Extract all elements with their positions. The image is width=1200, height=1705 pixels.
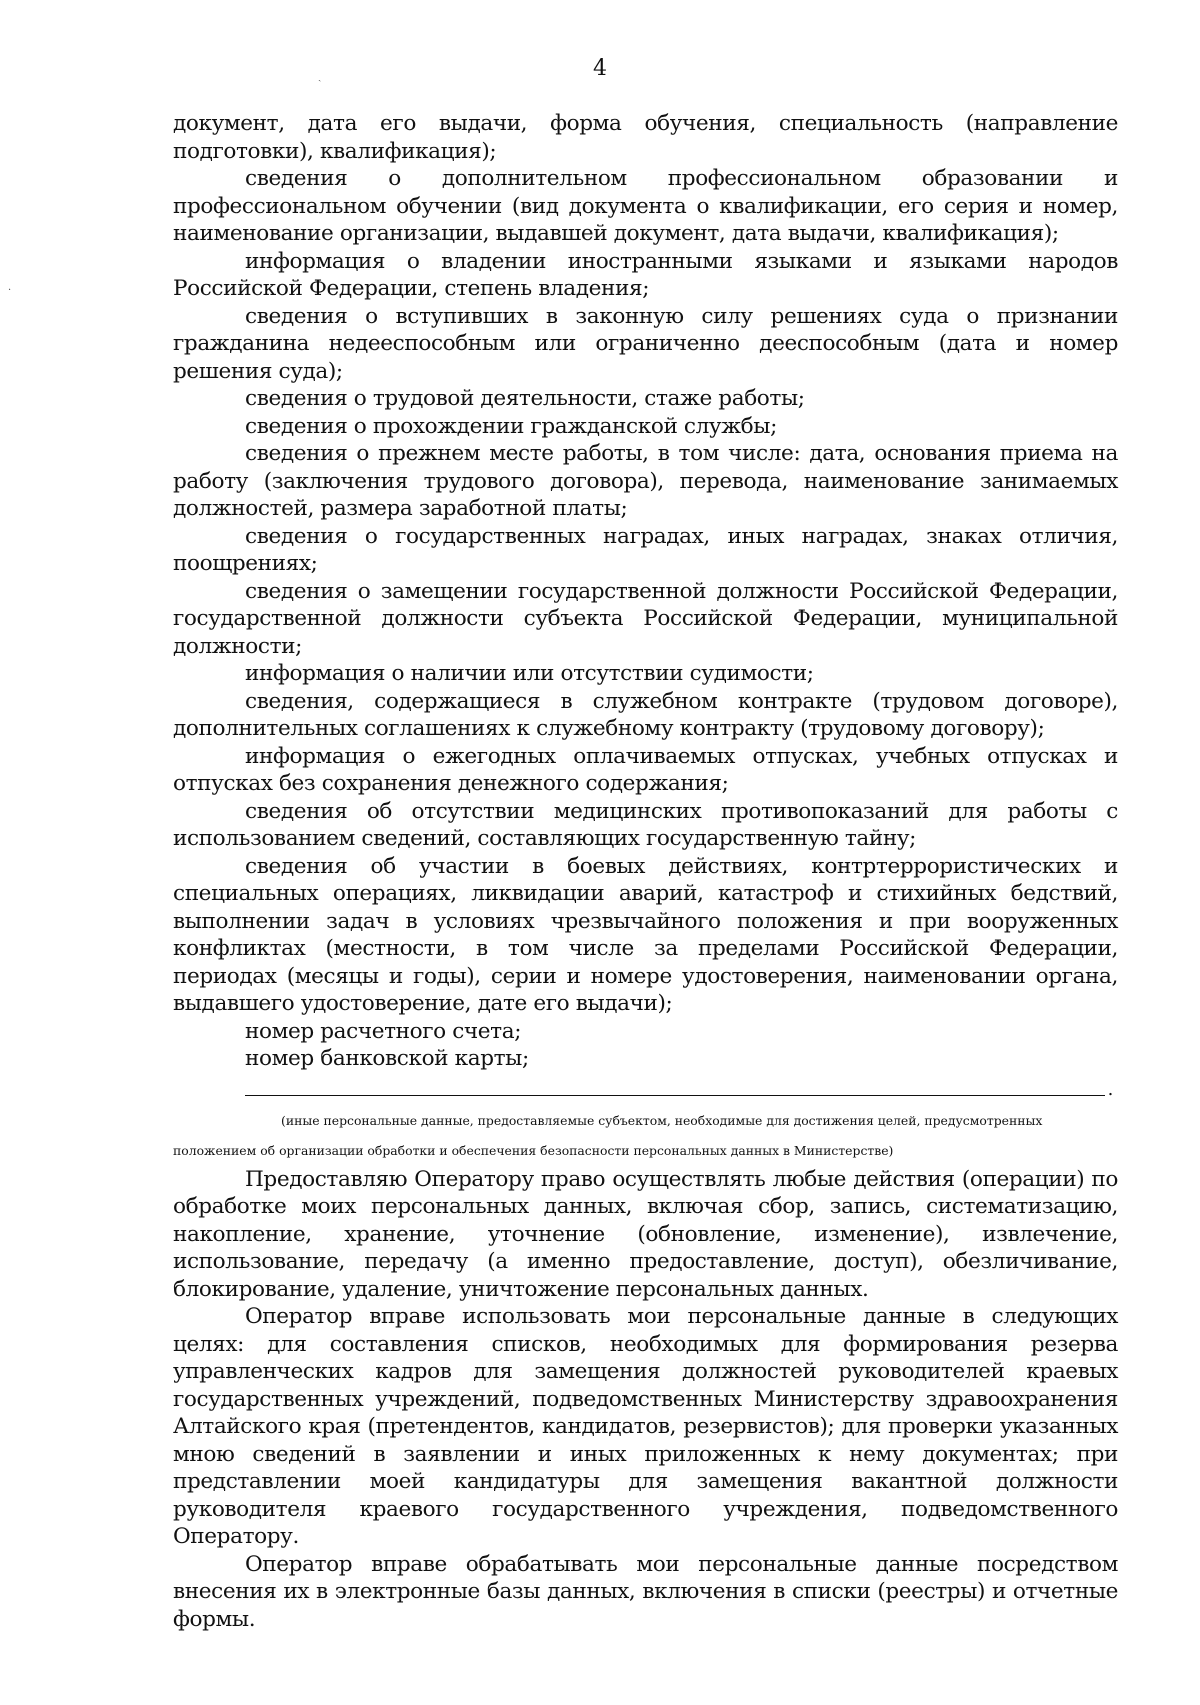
blank-field-caption-line: (иные персональные данные, предоставляемые субъектом, необходимые для достижения целей, предусмотренных: [281, 1112, 1043, 1128]
other-data-blank-line: [245, 1078, 1113, 1100]
list-item: информация о наличии или отсутствии судимости;: [245, 661, 814, 686]
scan-artifact-mark: ·: [8, 285, 12, 296]
paragraph-processing-rights: Предоставляю Оператору право осуществлять любые действия (операции) по обработке моих персональных данных, включая сбор, запись, систематизацию, накопление, хранение, уточнение (обновление, изменение), извлечение, использование, передачу (а именно предоставление, доступ), обезличивание, блокирование, удаление, уничтожение персональных данных.: [173, 1166, 1118, 1302]
list-item: сведения о замещении государственной должности Российской Федерации, государственной должности субъекта Российской Федерации, муниципальной должности;: [173, 578, 1118, 659]
scan-artifact-mark: ˎ: [318, 71, 322, 82]
blank-line-terminator: .: [1107, 1078, 1113, 1100]
list-item: сведения о вступивших в законную силу решениях суда о признании гражданина недееспособным или ограниченно дееспособным (дата и номер решения суда);: [173, 303, 1118, 384]
blank-field-caption: [173, 1106, 1118, 1166]
list-item: сведения о трудовой деятельности, стаже работы;: [245, 386, 805, 411]
paragraph-usage-purposes: Оператор вправе использовать мои персональные данные в следующих целях: для составления списков, необходимых для формирования резерва управленческих кадров для замещения должностей руководителей краевых государственных учреждений, подведомственных Министерству здравоохранения Алтайского края (претендентов, кандидатов, резервистов); для проверки указанных мною сведений в заявлении и иных приложенных к нему документах; при представлении моей кандидатуры для замещения вакантной должности руководителя краевого государственного учреждения, подведомственного Оператору.: [173, 1304, 1118, 1549]
list-item: информация о владении иностранными языками и языками народов Российской Федерации, степень владения;: [173, 248, 1118, 301]
page-number: 4: [593, 56, 607, 81]
list-item: номер расчетного счета;: [245, 1018, 522, 1044]
list-item: сведения об участии в боевых действиях, контртеррористических и специальных операциях, ликвидации аварий, катастроф и стихийных бедствий, выполнении задач в условиях чрезвычайного положения и при вооруженных конфликтах (местности, в том числе за пределами Российской Федерации, периодах (месяцы и годы), серии и номере удостоверения, наименовании органа, выдавшего удостоверение, дате его выдачи);: [173, 853, 1118, 1016]
list-item: сведения об отсутствии медицинских противопоказаний для работы с использованием сведений, составляющих государственную тайну;: [173, 798, 1118, 851]
blank-field-caption-line: положением об организации обработки и обеспечения безопасности персональных данных в Министерстве): [173, 1142, 894, 1158]
list-item-continuation: документ, дата его выдачи, форма обучения, специальность (направление подготовки), квалификация);: [173, 111, 1118, 164]
paragraph-processing-methods: Оператор вправе обрабатывать мои персональные данные посредством внесения их в электронные базы данных, включения в списки (реестры) и отчетные формы.: [173, 1551, 1118, 1632]
list-item: сведения о дополнительном профессиональном образовании и профессиональном обучении (вид документа о квалификации, его серия и номер, наименование организации, выдавшей документ, дата выдачи, квалификация);: [173, 166, 1118, 246]
list-item: сведения о прохождении гражданской службы;: [245, 413, 777, 439]
list-item: информация о ежегодных оплачиваемых отпусках, учебных отпусках и отпусках без сохранения денежного содержания;: [173, 743, 1118, 796]
list-item: номер банковской карты;: [245, 1046, 529, 1071]
list-item: сведения, содержащиеся в служебном контракте (трудовом договоре), дополнительных соглашениях к служебному контракту (трудовому договору);: [173, 688, 1118, 741]
list-item: сведения о прежнем месте работы, в том числе: дата, основания приема на работу (заключения трудового договора), перевода, наименование занимаемых должностей, размера заработной платы;: [173, 441, 1118, 521]
list-item: сведения о государственных наградах, иных наградах, знаках отличия, поощрениях;: [173, 523, 1118, 576]
document-body: [173, 110, 1118, 1633]
